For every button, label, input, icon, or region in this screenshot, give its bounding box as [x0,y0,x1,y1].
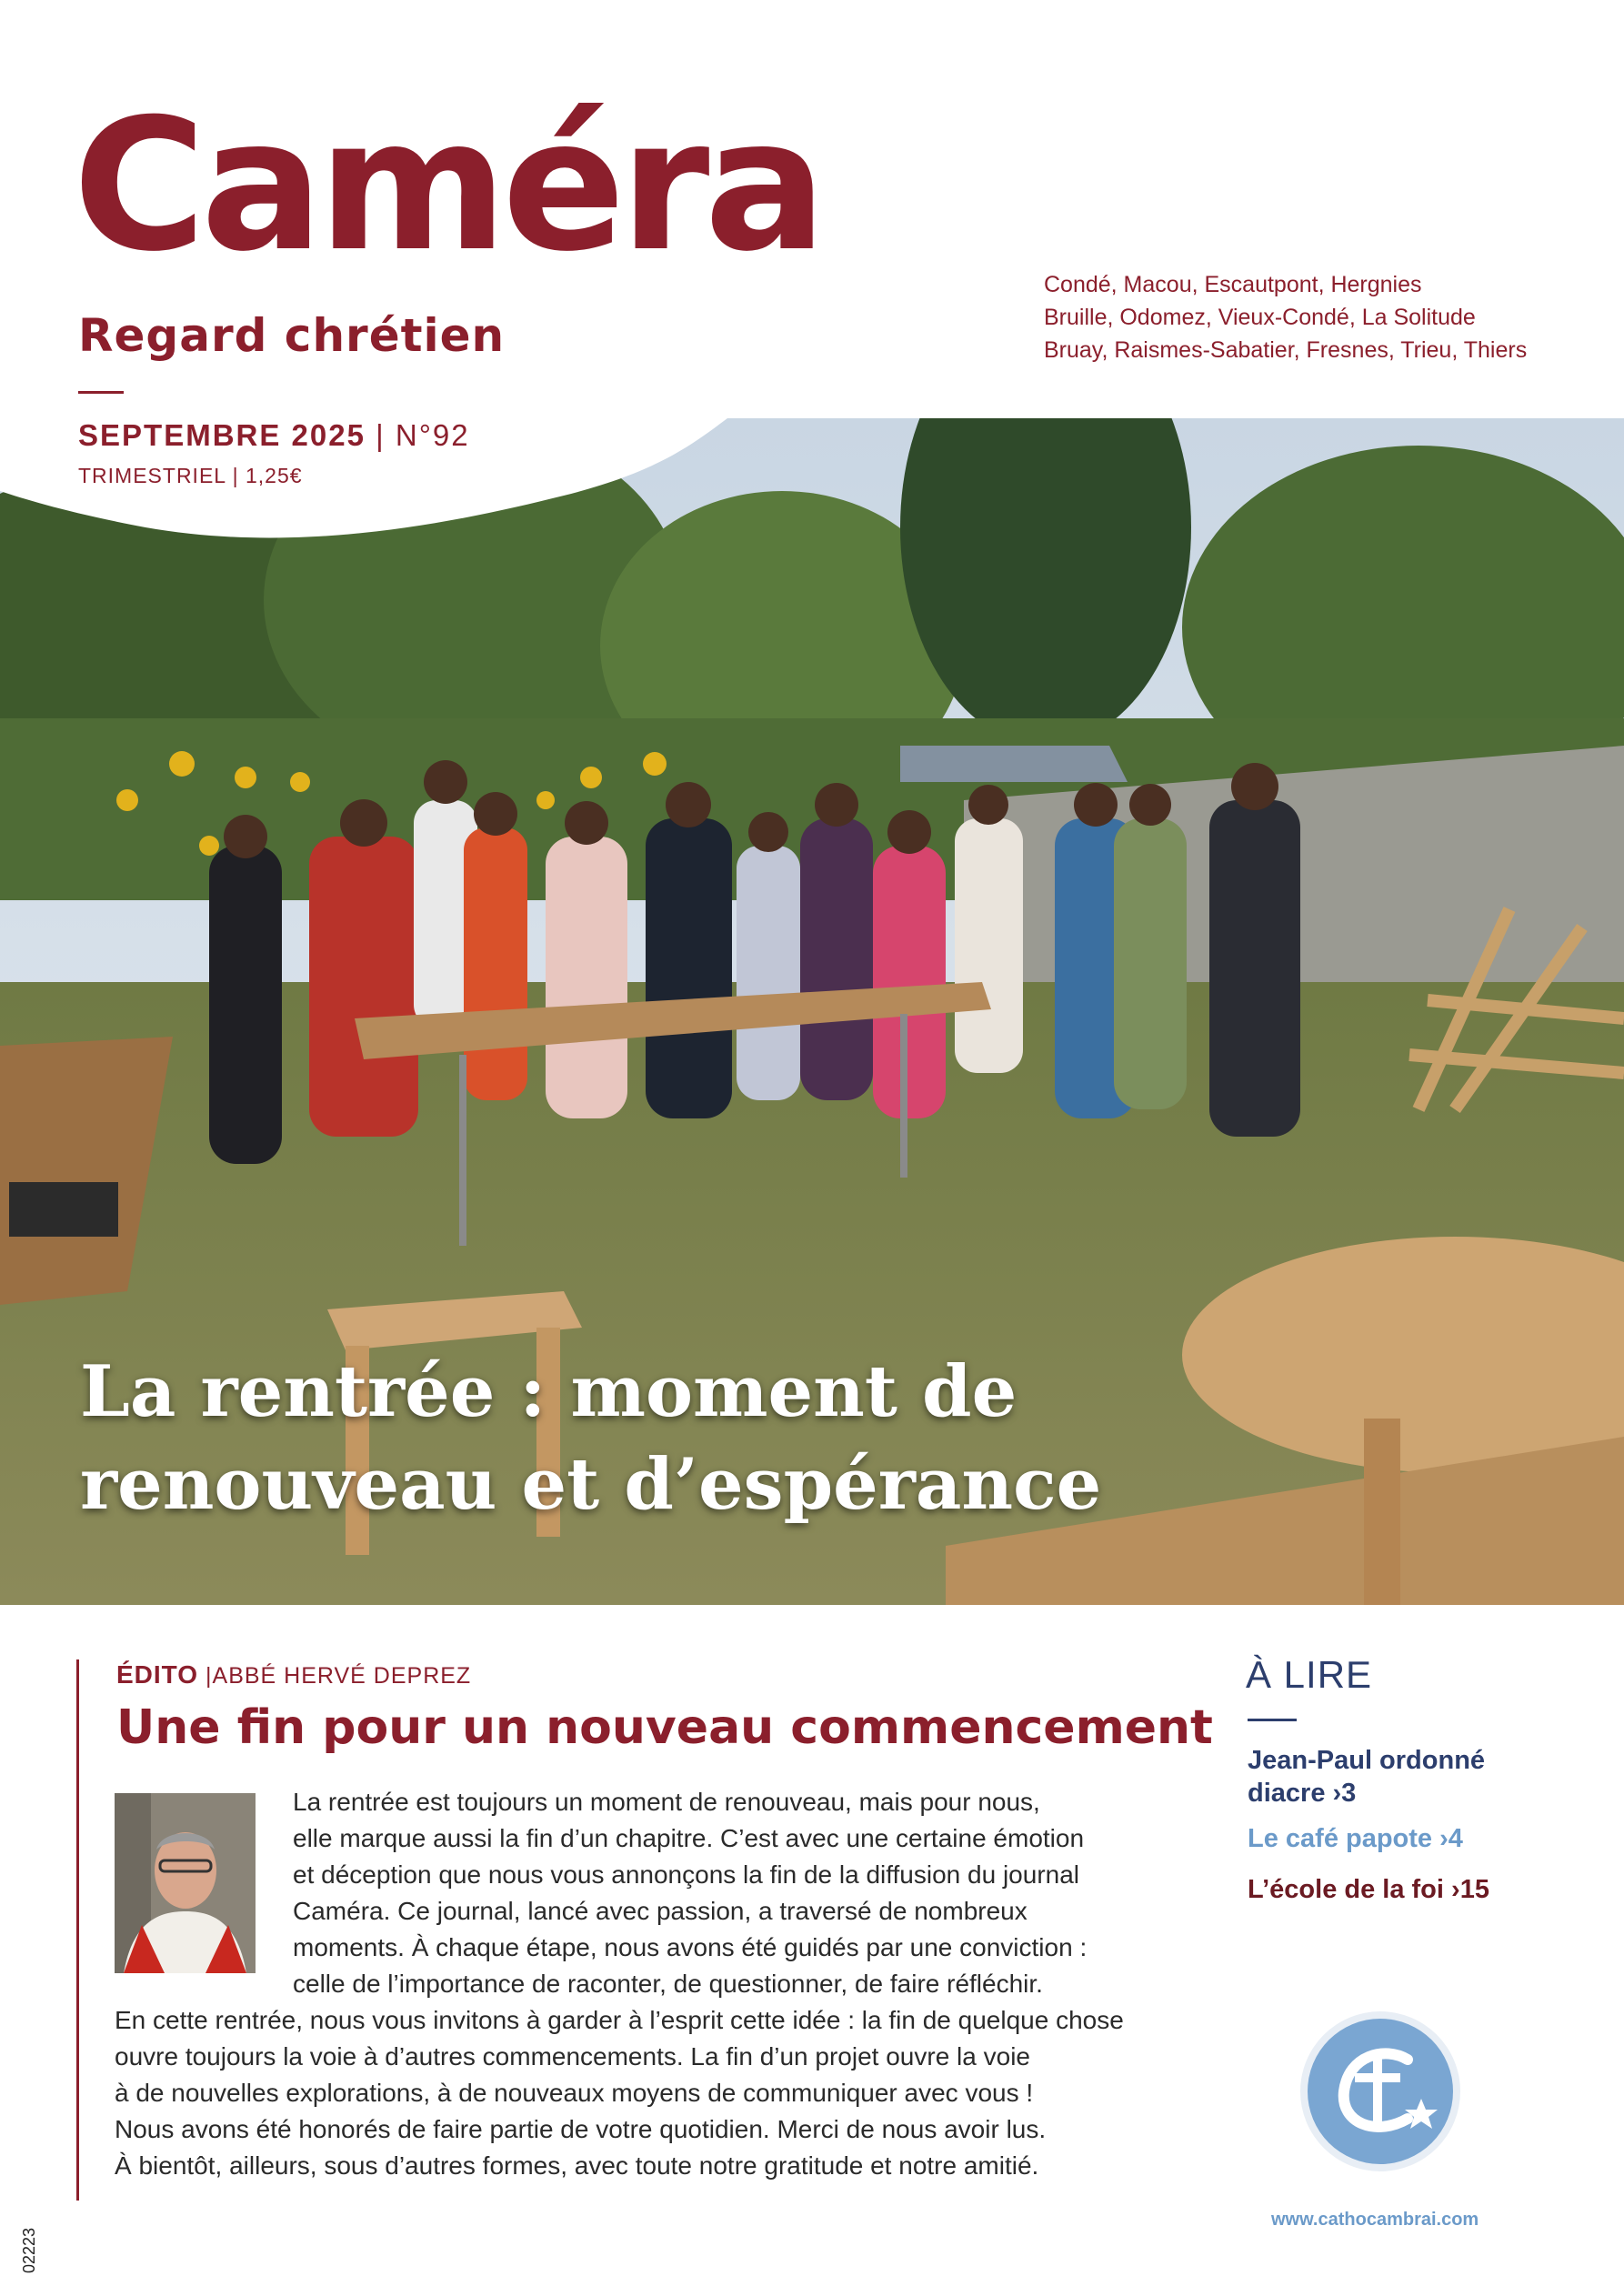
a-lire-item-page: ›3 [1332,1779,1357,1808]
edito-rule [76,1659,79,2201]
edito-title: Une fin pour un nouveau commencement [116,1700,1213,1755]
headline-line: renouveau et d’espérance [80,1443,1102,1526]
edito-line: Caméra. Ce journal, lancé avec passion, a traversé de nombreux [293,1897,1028,1925]
a-lire-item-label: Jean-Paul ordonné diacre [1248,1746,1486,1808]
masthead-title: Caméra [73,80,822,292]
diocese-logo-icon [1298,2010,1462,2173]
publication-code: 02223 [20,2227,38,2273]
a-lire-item-label: L’école de la foi [1248,1875,1444,1904]
edito-kicker-label: ÉDITO [116,1660,199,1689]
edito-line: Nous avons été honorés de faire partie de votre quotidien. Merci de nous avoir lus. [115,2115,1047,2143]
parish-list [1044,268,1527,366]
edito-line: À bientôt, ailleurs, sous d’autres formes, avec toute notre gratitude et notre amitié. [115,2151,1039,2180]
edito-body [115,1784,1160,2184]
a-lire-item[interactable] [1248,1873,1489,1906]
edito-line: La rentrée est toujours un moment de renouveau, mais pour nous, [293,1788,1040,1816]
website-link[interactable]: www.cathocambrai.com [1271,2210,1479,2230]
edito-line: elle marque aussi la fin d’un chapitre. C’est avec une certaine émotion [293,1824,1085,1852]
edito-line: moments. À chaque étape, nous avons été guidés par une conviction : [293,1933,1088,1961]
kicker-separator: | [206,1663,213,1689]
parish-line: Bruille, Odomez, Vieux-Condé, La Solitude [1044,305,1476,330]
edito-line: et déception que nous vous annonçons la fin de la diffusion du journal [293,1860,1080,1889]
edito-line: à de nouvelles explorations, à de nouveaux moyens de communiquer avec vous ! [115,2079,1034,2107]
issue-line [78,418,470,453]
a-lire-heading: À LIRE [1246,1653,1373,1696]
edito-line: celle de l’importance de raconter, de questionner, de faire réfléchir. [293,1970,1043,1998]
cover-headline [80,1346,1101,1531]
parish-line: Bruay, Raismes-Sabatier, Fresnes, Trieu, Thiers [1044,337,1528,363]
a-lire-item[interactable] [1248,1744,1548,1810]
issue-number: N°92 [395,418,470,452]
a-lire-item[interactable] [1248,1822,1463,1855]
frequency-price: TRIMESTRIEL | 1,25€ [78,464,303,487]
a-lire-divider [1248,1719,1297,1721]
issue-date: SEPTEMBRE 2025 [78,418,366,452]
a-lire-item-page: ›4 [1439,1824,1463,1853]
a-lire-item-label: Le café papote [1248,1824,1433,1853]
edito-line: ouvre toujours la voie à d’autres commencements. La fin d’un projet ouvre la voie [115,2042,1030,2070]
parish-line: Condé, Macou, Escautpont, Hergnies [1044,272,1422,297]
masthead-subtitle: Regard chrétien [78,309,506,362]
a-lire-item-page: ›15 [1451,1875,1489,1904]
edito-author: ABBÉ HERVÉ DEPREZ [212,1663,472,1689]
headline-line: La rentrée : moment de [80,1350,1018,1433]
issue-separator: | [376,418,396,452]
edito-line: En cette rentrée, nous vous invitons à garder à l’esprit cette idée : la fin de quelque chose [115,2006,1124,2034]
edito-kicker [116,1660,471,1689]
title-divider [78,391,124,394]
